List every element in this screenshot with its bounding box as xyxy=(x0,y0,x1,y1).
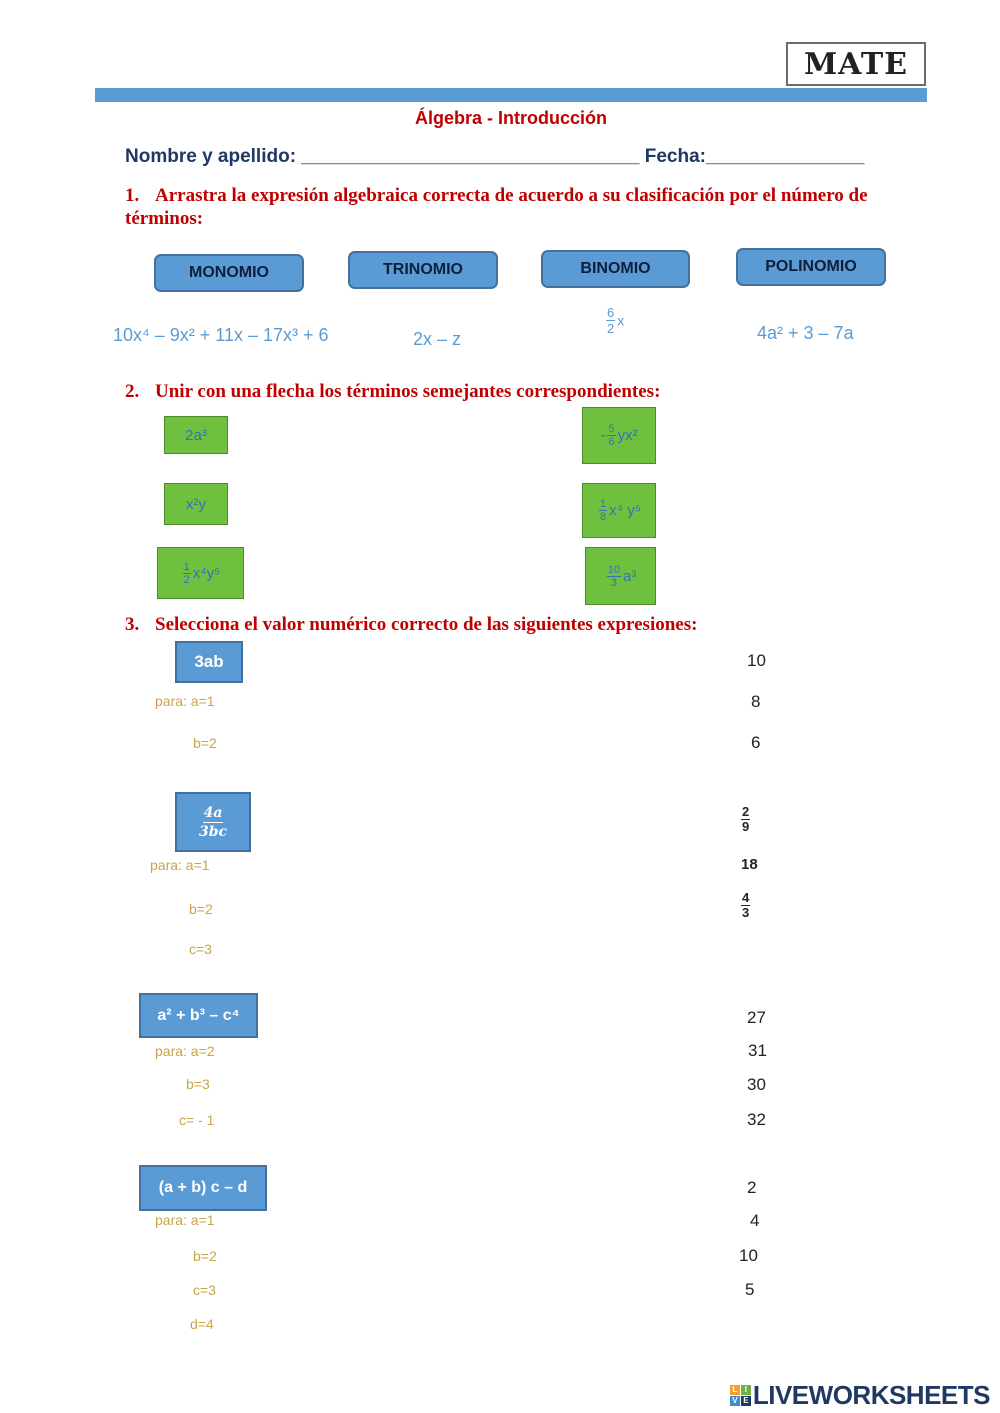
numerator: 1 xyxy=(183,560,190,573)
term-right-1[interactable] xyxy=(582,407,656,464)
variable: x xyxy=(617,312,625,329)
expression-box-3 xyxy=(139,993,258,1038)
variable: a³ xyxy=(622,567,637,585)
answer-option[interactable]: 4 xyxy=(750,1211,760,1230)
draggable-expression[interactable] xyxy=(604,305,624,336)
question-2 xyxy=(125,381,660,403)
header-bar xyxy=(95,88,927,102)
drop-zone-polinomio[interactable] xyxy=(736,248,886,286)
term-left-3[interactable] xyxy=(157,547,244,599)
param-text: para: a=1 xyxy=(155,1212,215,1228)
variable: x⁴y⁵ xyxy=(192,564,221,582)
expression-text: 3ab xyxy=(194,652,224,671)
numerator: 5 xyxy=(608,423,615,435)
fraction xyxy=(606,305,615,336)
category-label: MONOMIO xyxy=(189,264,269,281)
denominator: 6 xyxy=(608,436,615,448)
denominator: 8 xyxy=(600,511,607,523)
answer-option[interactable]: 32 xyxy=(747,1110,766,1129)
question-text: Selecciona el valor numérico correcto de las siguientes expresiones: xyxy=(155,614,698,635)
fraction xyxy=(607,564,621,589)
fraction xyxy=(199,804,227,841)
numerator: 4a xyxy=(203,804,223,821)
expression-text: (a + b) c – d xyxy=(158,1179,248,1196)
variable: yx² xyxy=(617,427,638,444)
category-label: BINOMIO xyxy=(580,260,651,277)
draggable-expression[interactable]: 2x – z xyxy=(413,329,462,349)
param-text: c=3 xyxy=(193,1282,216,1298)
param-text: b=3 xyxy=(186,1076,210,1092)
answer-option[interactable]: 8 xyxy=(751,692,761,711)
param-text: b=2 xyxy=(193,735,217,751)
fraction xyxy=(607,423,615,448)
term-text: 2a³ xyxy=(185,426,207,444)
expression-text: a² + b³ – c⁴ xyxy=(157,1006,240,1024)
fraction xyxy=(183,561,191,586)
logo-text: MATE xyxy=(803,46,909,82)
grid-letter: L xyxy=(730,1385,740,1395)
variable: x⁴ y⁵ xyxy=(609,502,641,519)
denominator: 3bc xyxy=(198,823,228,840)
numerator: 1 xyxy=(600,498,607,510)
answer-option[interactable]: 18 xyxy=(741,856,758,873)
term-left-1[interactable] xyxy=(164,416,228,454)
param-text: para: a=2 xyxy=(155,1043,215,1059)
param-text: b=2 xyxy=(193,1248,217,1264)
term-text: x²y xyxy=(186,495,206,513)
draggable-expression[interactable]: 10x⁴ – 9x² + 11x – 17x³ + 6 xyxy=(113,325,329,345)
question-text: Arrastra la expresión algebraica correcta de acuerdo a su clasificación por el número de términos: xyxy=(125,185,868,229)
liveworksheets-grid-icon xyxy=(730,1385,751,1406)
name-date-line: Nombre y apellido: ________________________________ Fecha:_______________ xyxy=(125,146,865,167)
answer-option[interactable]: 31 xyxy=(748,1041,767,1060)
page-title: Álgebra - Introducción xyxy=(414,108,607,128)
grid-letter: E xyxy=(741,1396,751,1406)
term-right-2[interactable] xyxy=(582,483,656,538)
numerator: 4 xyxy=(742,890,750,905)
answer-option[interactable]: 10 xyxy=(739,1246,758,1265)
question-number: 1. xyxy=(125,185,140,206)
numerator: 10 xyxy=(607,563,620,576)
drop-zone-trinomio[interactable] xyxy=(348,251,498,289)
question-number: 2. xyxy=(125,381,140,402)
answer-option[interactable]: 30 xyxy=(747,1075,766,1094)
expression-box-2 xyxy=(175,792,251,852)
liveworksheets-logo xyxy=(730,1380,990,1411)
param-text: c=3 xyxy=(189,941,212,957)
numerator: 6 xyxy=(607,305,615,320)
category-label: POLINOMIO xyxy=(765,258,857,275)
question-text: Unir con una flecha los términos semejantes correspondientes: xyxy=(155,381,661,402)
sign: - xyxy=(600,427,606,444)
expression-box-4 xyxy=(139,1165,267,1211)
answer-option[interactable]: 10 xyxy=(747,651,766,670)
denominator: 3 xyxy=(610,576,617,589)
draggable-expression[interactable]: 4a² + 3 – 7a xyxy=(757,323,854,343)
expression-box-1 xyxy=(175,641,243,683)
answer-option[interactable]: 2 xyxy=(747,1178,757,1197)
param-text: para: a=1 xyxy=(150,857,210,873)
answer-option[interactable]: 27 xyxy=(747,1008,766,1027)
liveworksheets-text: LIVEWORKSHEETS xyxy=(752,1380,990,1410)
question-3 xyxy=(125,614,697,636)
param-text: para: a=1 xyxy=(155,693,215,709)
answer-option[interactable] xyxy=(741,805,750,834)
mate-logo xyxy=(786,42,926,86)
denominator: 3 xyxy=(742,905,750,920)
drop-zone-monomio[interactable] xyxy=(154,254,304,292)
answer-option[interactable]: 5 xyxy=(745,1280,755,1299)
grid-letter: I xyxy=(741,1385,751,1395)
fraction xyxy=(599,498,607,523)
question-1 xyxy=(125,184,925,230)
param-text: c= - 1 xyxy=(179,1112,215,1128)
denominator: 9 xyxy=(742,819,750,834)
param-text: d=4 xyxy=(190,1316,214,1332)
question-number: 3. xyxy=(125,614,140,635)
numerator: 2 xyxy=(742,804,750,819)
answer-option[interactable] xyxy=(741,891,750,920)
denominator: 2 xyxy=(607,321,615,336)
drop-zone-binomio[interactable] xyxy=(541,250,690,288)
param-text: b=2 xyxy=(189,901,213,917)
term-left-2[interactable] xyxy=(164,483,228,525)
category-label: TRINOMIO xyxy=(383,261,463,278)
grid-letter: V xyxy=(730,1396,740,1406)
denominator: 2 xyxy=(183,573,190,586)
term-right-3[interactable] xyxy=(585,547,656,605)
answer-option[interactable]: 6 xyxy=(751,733,761,752)
